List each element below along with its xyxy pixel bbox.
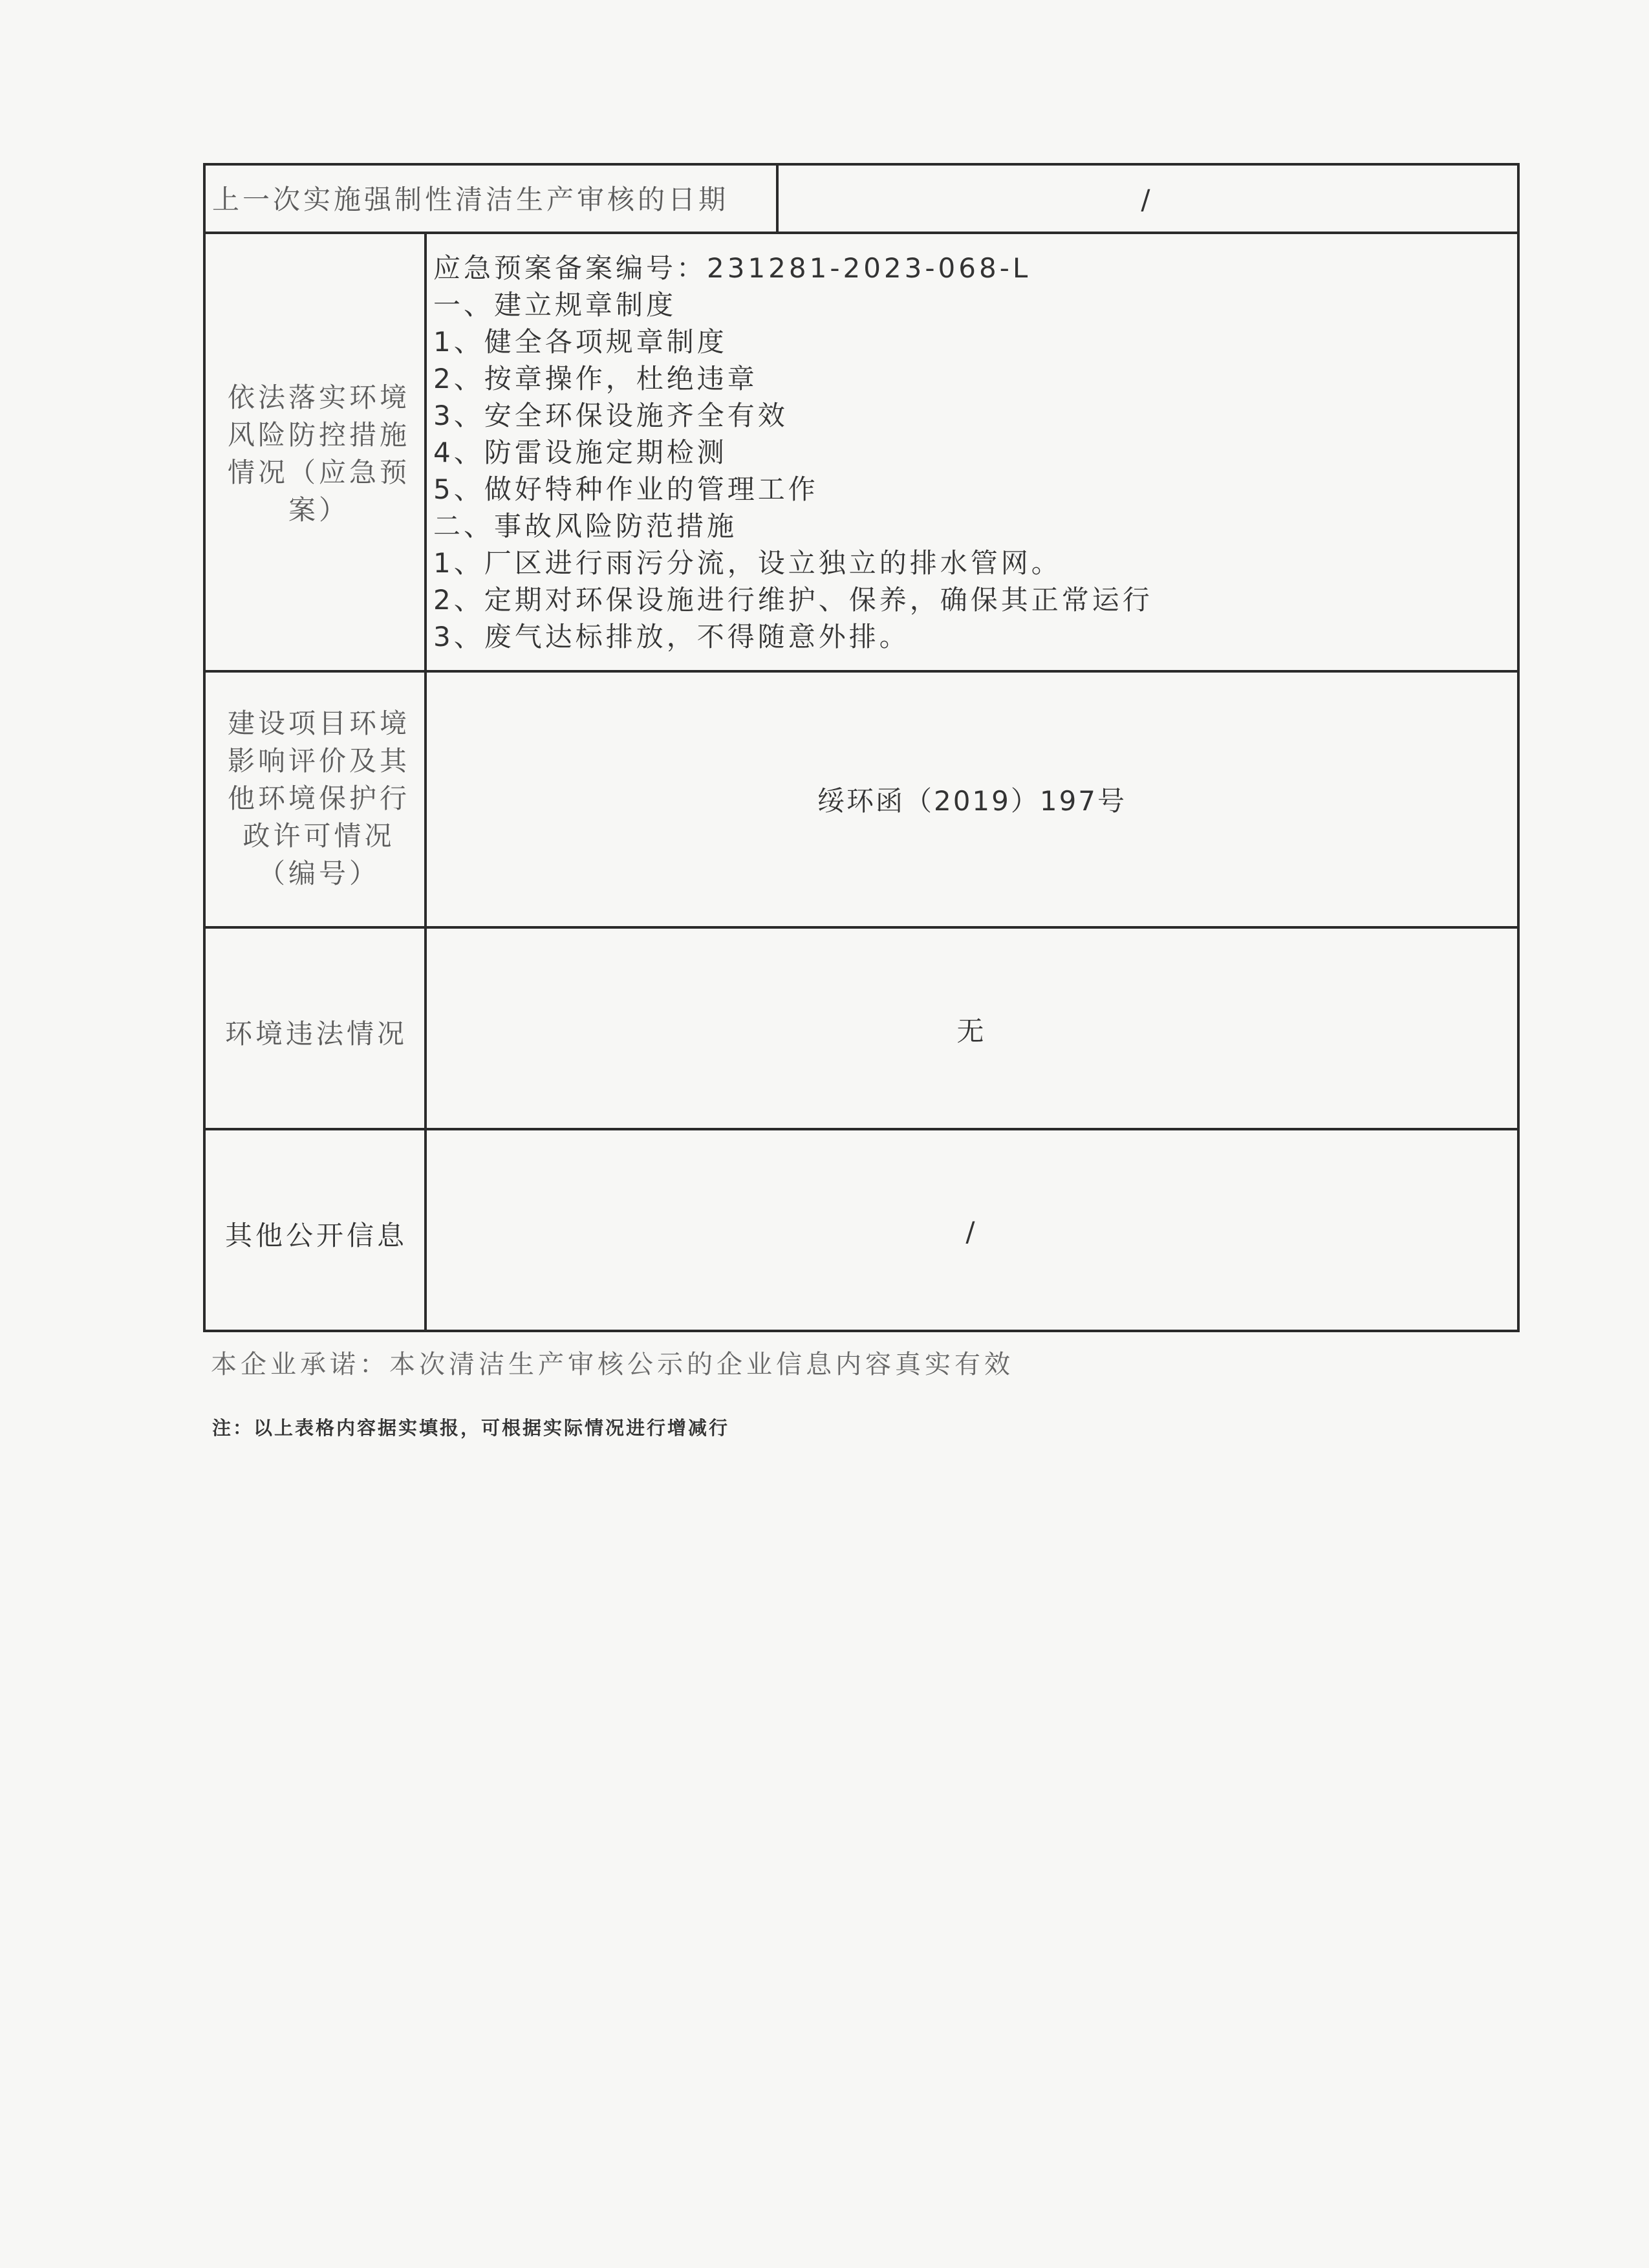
risk-control-label: 依法落实环境风险防控措施情况（应急预案） <box>227 382 410 526</box>
other-info-value: / <box>965 1216 978 1247</box>
last-audit-label: 上一次实施强制性清洁生产审核的日期 <box>212 184 729 215</box>
risk-control-line: 5、做好特种作业的管理工作 <box>433 473 819 505</box>
commitment-statement: 本企业承诺：本次清洁生产审核公示的企业信息内容真实有效 <box>211 1350 1014 1379</box>
risk-control-line: 一、建立规章制度 <box>433 289 677 321</box>
risk-control-line: 1、厂区进行雨污分流，设立独立的排水管网。 <box>433 547 1062 579</box>
violations-value: 无 <box>956 1015 987 1047</box>
eia-value: 绥环函（2019）197号 <box>817 785 1127 817</box>
risk-control-line: 2、定期对环保设施进行维护、保养，确保其正常运行 <box>433 584 1153 616</box>
risk-control-line: 应急预案备案编号：231281-2023-068-L <box>433 252 1031 284</box>
violations-label: 环境违法情况 <box>224 1018 407 1050</box>
footnote: 注：以上表格内容据实填报，可根据实际情况进行增减行 <box>212 1417 730 1439</box>
risk-control-line: 二、事故风险防范措施 <box>433 510 738 542</box>
row-divider <box>206 232 1517 234</box>
risk-control-line: 1、健全各项规章制度 <box>433 326 727 358</box>
column-divider <box>424 232 427 1330</box>
risk-control-content <box>433 250 1507 655</box>
risk-control-line: 4、防雷设施定期检测 <box>433 437 727 468</box>
risk-control-line: 3、废气达标排放，不得随意外排。 <box>433 621 910 653</box>
risk-control-line: 3、安全环保设施齐全有效 <box>433 400 788 431</box>
row-divider <box>206 670 1517 673</box>
other-info-label: 其他公开信息 <box>224 1220 407 1251</box>
row-divider <box>206 1128 1517 1130</box>
row-divider <box>206 926 1517 929</box>
eia-label: 建设项目环境影响评价及其他环境保护行政许可情况（编号） <box>227 707 410 889</box>
last-audit-value: / <box>1141 184 1154 215</box>
risk-control-line: 2、按章操作，杜绝违章 <box>433 363 758 394</box>
disclosure-table <box>203 163 1520 1332</box>
